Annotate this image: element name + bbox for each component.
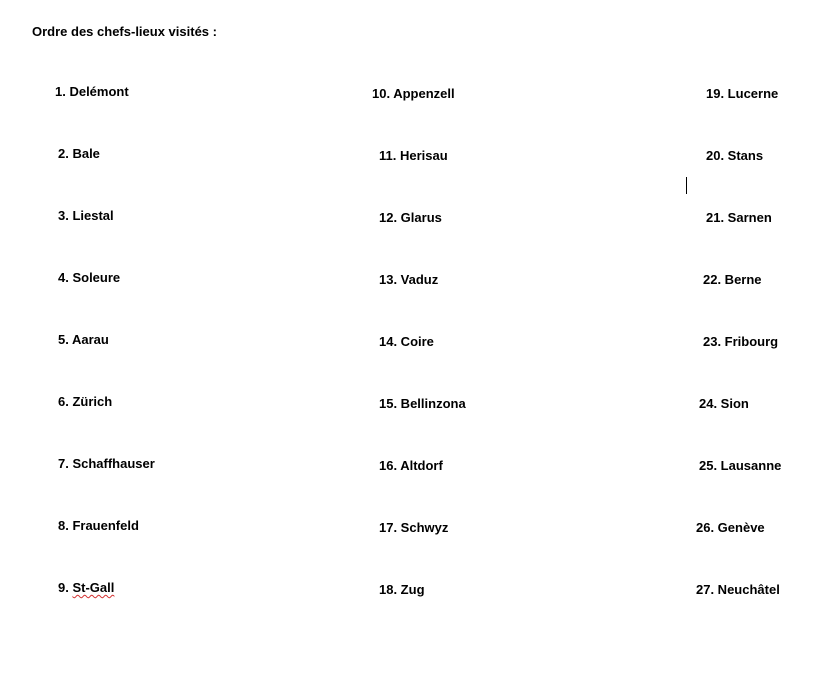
list-item: 25. Lausanne: [699, 458, 782, 473]
spellcheck-flagged-word[interactable]: St-Gall: [72, 580, 115, 595]
list-item-st-gall: [58, 580, 114, 596]
list-item: 20. Stans: [706, 148, 764, 163]
list-item: 1. Delémont: [55, 84, 129, 99]
list-item: 6. Zürich: [58, 394, 113, 409]
list-item: 27. Neuchâtel: [696, 582, 780, 597]
list-item: 17. Schwyz: [379, 520, 449, 535]
list-item: 18. Zug: [379, 582, 425, 597]
list-item: 11. Herisau: [379, 148, 448, 163]
list-item: 8. Frauenfeld: [58, 518, 139, 533]
list-item: 3. Liestal: [58, 208, 114, 223]
list-item: 7. Schaffhauser: [58, 456, 155, 471]
list-item: 16. Altdorf: [379, 458, 443, 473]
list-item: 14. Coire: [379, 334, 434, 349]
list-item-number: 9.: [58, 580, 73, 595]
list-item: 4. Soleure: [58, 270, 121, 285]
list-item: 5. Aarau: [58, 332, 109, 347]
list-item: 22. Berne: [703, 272, 762, 287]
list-item: 10. Appenzell: [372, 86, 455, 101]
list-item: 12. Glarus: [379, 210, 442, 225]
text-cursor: [686, 177, 687, 194]
list-item: 26. Genève: [696, 520, 765, 535]
list-item: 19. Lucerne: [706, 86, 779, 101]
document-title: Ordre des chefs-lieux visités :: [32, 24, 217, 39]
list-item: 21. Sarnen: [706, 210, 772, 225]
list-item: 15. Bellinzona: [379, 396, 466, 411]
list-item: 23. Fribourg: [703, 334, 779, 349]
list-item: 2. Bale: [58, 146, 100, 161]
list-item: 13. Vaduz: [379, 272, 439, 287]
list-item: 24. Sion: [699, 396, 749, 411]
